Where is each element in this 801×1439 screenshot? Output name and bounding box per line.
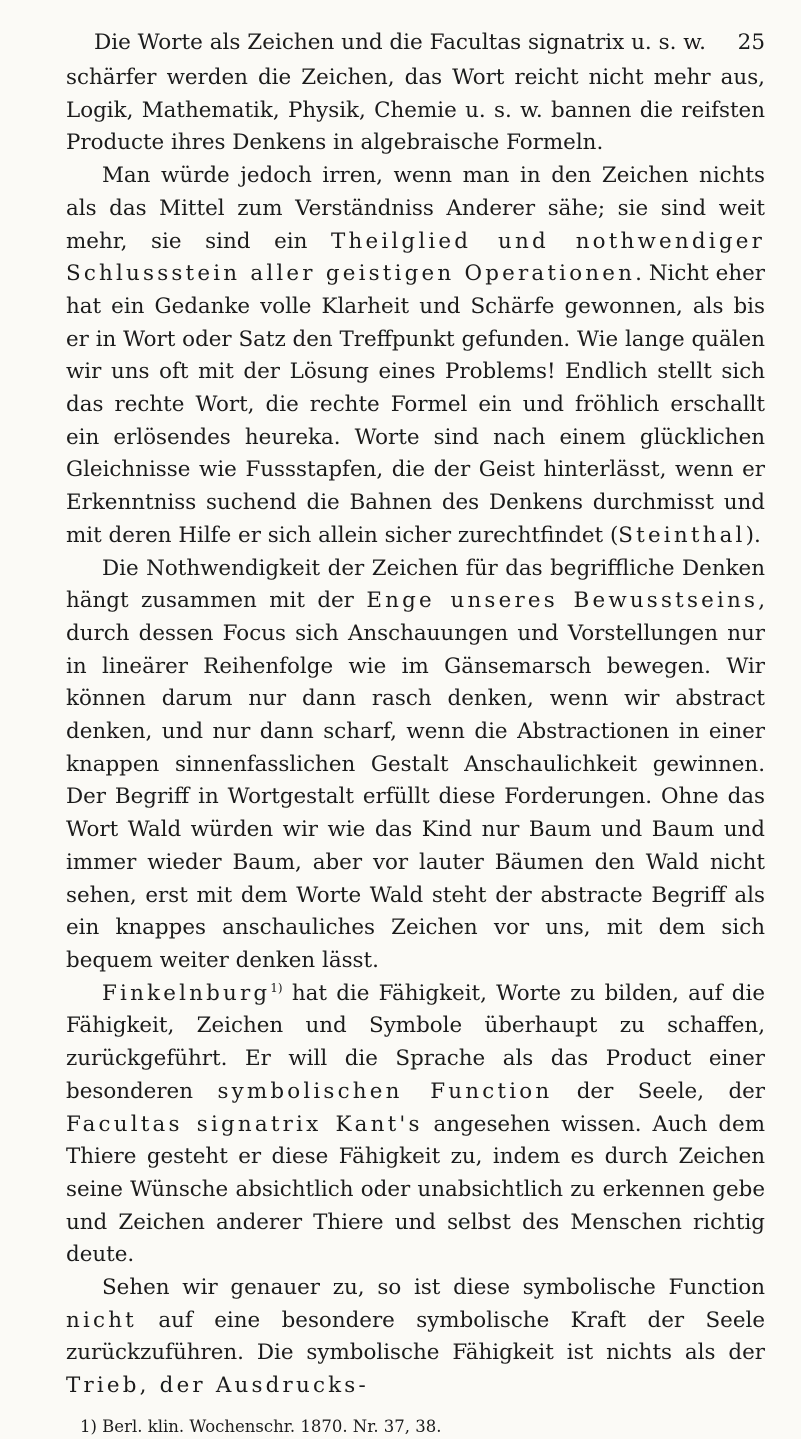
paragraph (66, 978, 765, 1272)
text-run: , durch dessen Focus sich Anschauungen und Vorstellungen nur in lineärer Reihenfolge wie im Gänsemarsch bewegen. Wir können darum nur dann rasch denken, wenn wir abstract denken, und nur dann scharf, wenn die Abstractionen in einer knappen sinnenfasslichen Gestalt Anschaulichkeit gewinnen. Der Begriff in Wortgestalt erfüllt diese Forderungen. Ohne das Wort Wald würden wir wie das Kind nur Baum und Baum und immer wieder Baum, aber vor lauter Bäumen den Wald nicht sehen, erst mit dem Worte Wald steht der abstracte Begriff als ein knappes anschauliches Zeichen vor uns, mit dem sich bequem weiter denken lässt. (66, 588, 766, 973)
text-run: auf eine besondere symbolische Kraft der Seele zurückzuführen. Die symbolische Fähigkeit ist nichts als der (66, 1307, 765, 1366)
text-run: Man würde jedoch irren, wenn man in den Zeichen nichts als das Mittel zum Verständniss Anderer sähe; sie sind weit mehr, sie sind ein (66, 163, 765, 254)
text-run: ). (745, 522, 761, 548)
emphasized-text: nicht (66, 1307, 137, 1333)
running-header (66, 26, 765, 60)
text-run: . Nicht eher hat ein Gedanke volle Klarheit und Schärfe gewonnen, als bis er in Wort oder Satz den Treffpunkt gefunden. Wie lange quälen wir uns oft mit der Lösung eines Problems! Endlich stellt sich das rechte Wort, die rechte Formel ein und fröhlich erschallt ein erlösendes heureka. Worte sind nach einem glücklichen Gleichnisse wie Fussstapfen, die der Geist hinterlässt, wenn er Erkenntniss suchend die Bahnen des Denkens durchmisst und mit deren Hilfe er sich allein sicher zurechtfindet ( (66, 261, 765, 548)
paragraph (66, 160, 765, 552)
paragraph (66, 1272, 765, 1403)
page-number: 25 (737, 30, 765, 55)
text-run: Die Nothwendigkeit der Zeichen für das begriffliche Denken hängt zusammen mit der (66, 555, 765, 614)
text-run: Sehen wir genauer zu, so ist diese symbolische Function (102, 1275, 765, 1301)
emphasized-text: Steinthal (618, 522, 746, 548)
emphasized-text: Enge unseres Bewusstseins (366, 588, 759, 614)
emphasized-text: Trieb, der Ausdrucks- (66, 1373, 369, 1399)
emphasized-text: Facultas signatrix Kant's (66, 1111, 423, 1137)
text-run: hat die Fähigkeit, Worte zu bilden, auf die Fähigkeit, Zeichen und Symbole überhaupt zu schaffen, zurückgeführt. Er will die Sprache als das Product einer besonderen (66, 980, 765, 1104)
paragraph (66, 62, 765, 160)
body-text (66, 62, 765, 1403)
text-run: der Seele, der (552, 1078, 766, 1104)
emphasized-text: Finkelnburg (102, 980, 271, 1006)
text-run: angesehen wissen. Auch dem Thiere gesteht er diese Fähigkeit zu, indem es durch Zeichen seine Wünsche absichtlich oder unabsichtlich zu erkennen gebe und Zeichen anderer Thiere und selbst des Menschen richtig deute. (66, 1111, 765, 1268)
running-title: Die Worte als Zeichen und die Facultas signatrix u. s. w. (94, 30, 706, 55)
footnote: 1) Berl. klin. Wochenschr. 1870. Nr. 37, 38. (80, 1416, 442, 1436)
text-run: schärfer werden die Zeichen, das Wort reicht nicht mehr aus, Logik, Mathematik, Physik, Chemie u. s. w. bannen die reifsten Producte ihres Denkens in algebraische Formeln. (66, 65, 765, 156)
emphasized-text: symbolischen Function (217, 1078, 553, 1104)
emphasized-text: Theilglied und nothwendiger Schlussstein aller geistigen Operationen (66, 228, 765, 287)
paragraph (66, 553, 765, 978)
footnote-marker: 1) (270, 980, 283, 995)
